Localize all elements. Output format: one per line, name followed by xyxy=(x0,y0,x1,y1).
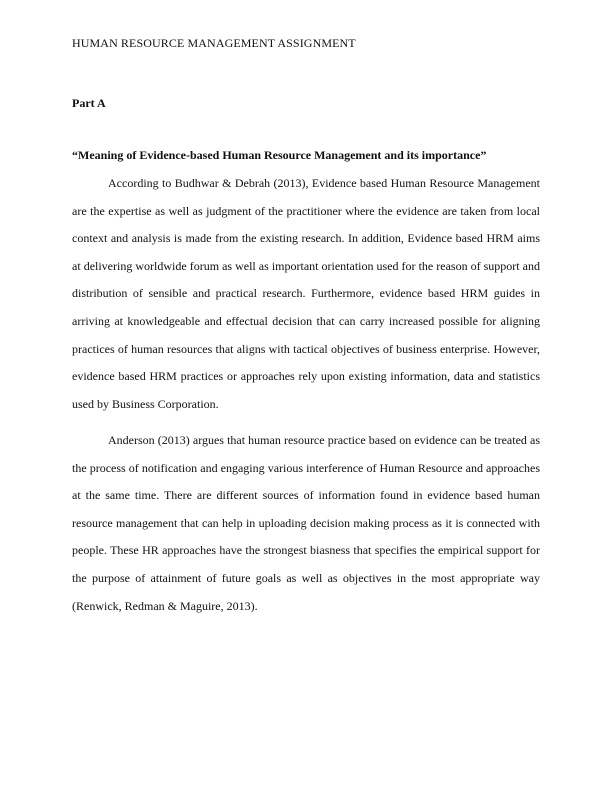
body-paragraph: Anderson (2013) argues that human resource practice based on evidence can be treated as the process of notification and engaging various interference of Human Resource and approaches at the same time. There are different sources of information found in evidence based human resource management that can help in uploading decision making process as it is connected with people. These HR approaches have the strongest biasness that specifies the empirical support for the purpose of attainment of future goals as well as objectives in the most appropriate way (Renwick, Redman & Maguire, 2013). xyxy=(72,433,540,613)
part-heading: Part A xyxy=(72,96,106,110)
running-head: HUMAN RESOURCE MANAGEMENT ASSIGNMENT xyxy=(72,36,356,50)
section-title: “Meaning of Evidence-based Human Resource Management and its importance” xyxy=(72,148,487,162)
body-paragraph: According to Budhwar & Debrah (2013), Evidence based Human Resource Management are the expertise as well as judgment of the practitioner where the evidence are taken from local context and analysis is made from the existing research. In addition, Evidence based HRM aims at delivering worldwide forum as well as important orientation used for the reason of support and distribution of sensible and practical research. Furthermore, evidence based HRM guides in arriving at knowledgeable and effectual decision that can carry increased possible for aligning practices of human resources that aligns with tactical objectives of business enterprise. However, evidence based HRM practices or approaches rely upon existing information, data and statistics used by Business Corporation. xyxy=(72,176,540,411)
